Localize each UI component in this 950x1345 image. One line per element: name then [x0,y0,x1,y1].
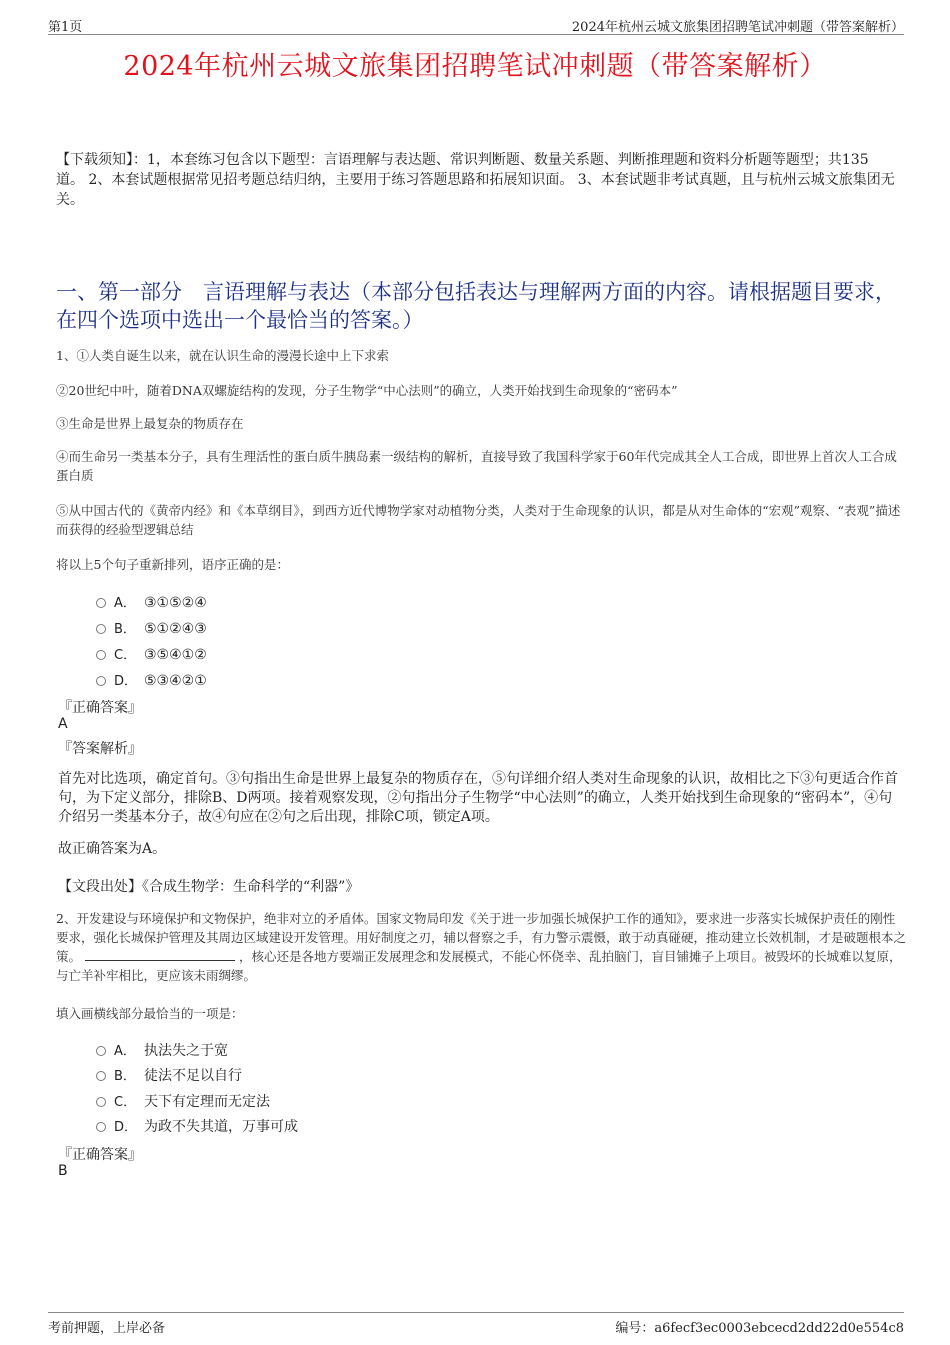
answer-blank [85,948,235,961]
footer-serial: 编号：a6fecf3ec0003ebcecd2dd22d0e554c8 [615,1321,904,1336]
q1-option-a[interactable]: A． ③①⑤②④ [96,592,207,612]
radio-icon[interactable] [96,1097,106,1107]
download-notice: 【下载须知】：1，本套练习包含以下题型：言语理解与表达题、常识判断题、数量关系题、判断推理题和资料分析题等题型；共135道。 2、本套试题根据常见招考题总结归纳，主要用于练习答题思路和拓展知识面。 3、本套试题非考试真题，且与杭州云城文旅集团无关。 [56,152,895,208]
q2-passage: 2、开发建设与环境保护和文物保护，绝非对立的矛盾体。国家文物局印发《关于进一步加强长城保护工作的通知》，要求进一步落实长城保护责任的刚性要求，强化长城保护管理及其周边区域建设开发管理。用好制度之刃，辅以督察之手，有力警示震慑，敢于动真碰硬，推动建立长效机制，才是破题根本之策。 ，核心还是各地方要端正发展理念和发展模式，不能心怀侥幸、乱拍脑门，盲目铺摊子上项目。被毁坏的长城难以复原，与亡羊补牢相比，更应该未雨绸缪。 [56,911,907,983]
q2-prompt: 填入画横线部分最恰当的一项是： [56,1006,244,1021]
q2-answer-label: 『正确答案』 [58,1147,142,1163]
radio-icon[interactable] [96,598,106,608]
q2-option-c[interactable]: C． 天下有定理而无定法 [96,1091,270,1111]
q1-sentence-1: 1、①人类自诞生以来，就在认识生命的漫漫长途中上下求索 [56,348,389,363]
q1-option-d[interactable]: D． ⑤③④②① [96,670,207,690]
q1-answer: A [58,716,68,732]
radio-icon[interactable] [96,624,106,634]
q1-analysis-label: 『答案解析』 [58,741,142,757]
page-title: 2024年杭州云城文旅集团招聘笔试冲刺题（带答案解析） [123,51,827,82]
q1-conclusion: 故正确答案为A。 [58,841,167,857]
q1-option-b[interactable]: B． ⑤①②④③ [96,618,207,638]
page-header [48,14,904,35]
q1-sentence-3: ③生命是世界上最复杂的物质存在 [56,416,244,431]
q1-sentence-4: ④而生命另一类基本分子，具有生理活性的蛋白质牛胰岛素一级结构的解析，直接导致了我国科学家于60年代完成其全人工合成，即世界上首次人工合成蛋白质 [56,449,897,483]
footer-slogan: 考前押题，上岸必备 [48,1321,166,1336]
q1-source: 【文段出处】《合成生物学：生命科学的“利器”》 [58,879,360,895]
radio-icon[interactable] [96,1046,106,1056]
q2-option-a[interactable]: A． 执法失之于宽 [96,1040,228,1060]
header-doc-title: 2024年杭州云城文旅集团招聘笔试冲刺题（带答案解析） [571,20,904,35]
page-number: 第1页 [48,20,83,35]
radio-icon[interactable] [96,1071,106,1081]
q1-prompt: 将以上5个句子重新排列，语序正确的是： [56,557,289,572]
q1-sentence-2: ②20世纪中叶，随着DNA双螺旋结构的发现，分子生物学“中心法则”的确立，人类开始找到生命现象的“密码本” [56,383,678,398]
section-heading: 一、第一部分 言语理解与表达（本部分包括表达与理解两方面的内容。请根据题目要求，在四个选项中选出一个最恰当的答案。） [56,280,896,332]
page-footer [48,1312,904,1337]
q1-option-c[interactable]: C． ③⑤④①② [96,644,207,664]
q2-option-b[interactable]: B． 徒法不足以自行 [96,1065,242,1085]
q2-answer: B [58,1163,68,1179]
q2-option-d[interactable]: D． 为政不失其道，万事可成 [96,1116,298,1136]
q1-sentence-5: ⑤从中国古代的《黄帝内经》和《本草纲目》，到西方近代博物学家对动植物分类，人类对于生命现象的认识，都是从对生命体的“宏观”观察、“表观”描述而获得的经验型逻辑总结 [56,503,901,537]
q1-answer-label: 『正确答案』 [58,700,142,716]
radio-icon[interactable] [96,676,106,686]
q1-analysis: 首先对比选项，确定首句。③句指出生命是世界上最复杂的物质存在，⑤句详细介绍人类对生命现象的认识，故相比之下③句更适合作首句，为下定义部分，排除B、D两项。接着观察发现，②句指出分子生物学“中心法则”的确立，人类开始找到生命现象的“密码本”，④句介绍另一类基本分子，故④句应在②句之后出现，排除C项，锁定A项。 [58,771,898,825]
radio-icon[interactable] [96,650,106,660]
radio-icon[interactable] [96,1122,106,1132]
